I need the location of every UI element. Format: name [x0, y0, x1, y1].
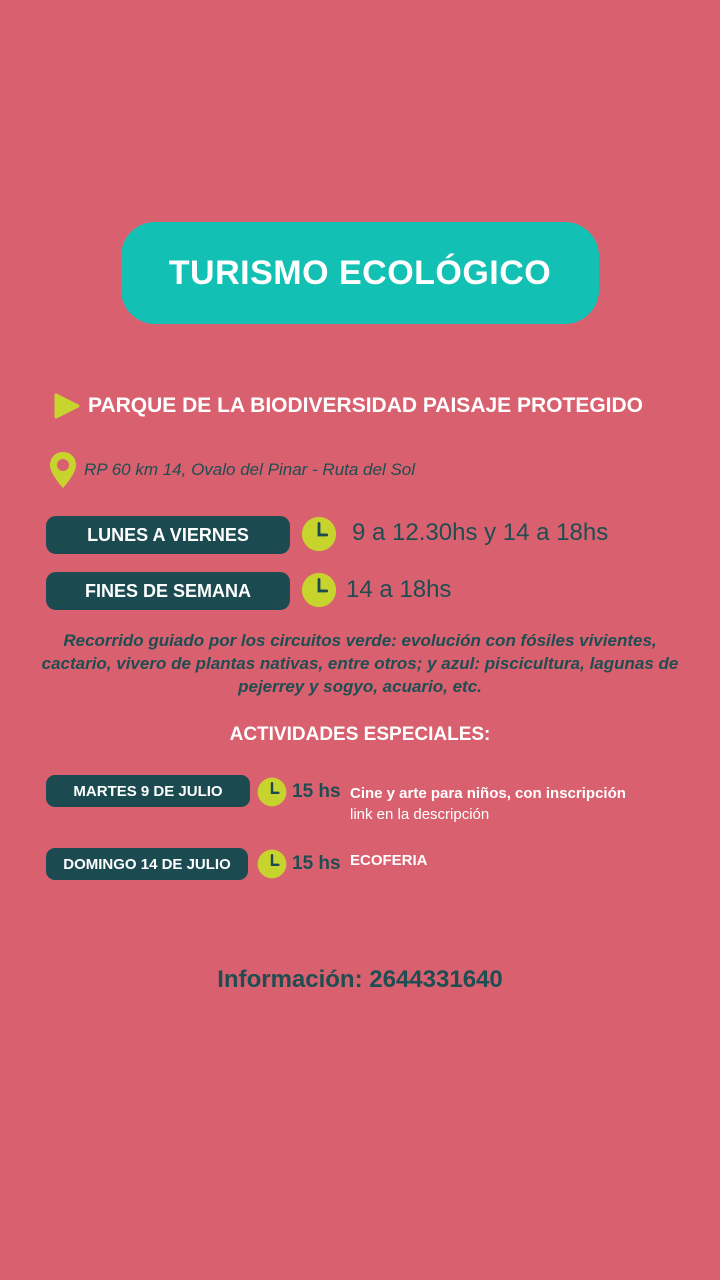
address-text: RP 60 km 14, Ovalo del Pinar - Ruta del Sol — [84, 460, 416, 479]
clock-icon — [300, 571, 338, 609]
location-pin-icon — [48, 450, 78, 490]
weekend-hours: 14 a 18hs — [346, 576, 452, 603]
activity-title-1: Cine y arte para niños, con inscripción — [350, 785, 626, 802]
activity-date-1: MARTES 9 DE JULIO — [46, 775, 250, 807]
clock-icon — [300, 515, 338, 553]
clock-icon — [256, 848, 288, 880]
park-name: PARQUE DE LA BIODIVERSIDAD PAISAJE PROTEGIDO — [88, 394, 644, 417]
activity-time-1: 15 hs — [292, 781, 341, 802]
play-arrow-icon — [50, 390, 82, 422]
clock-icon — [256, 776, 288, 808]
activity-date-2: DOMINGO 14 DE JULIO — [46, 848, 248, 880]
weekend-label: FINES DE SEMANA — [46, 572, 290, 610]
activity-note-1: link en la descripción — [350, 806, 490, 823]
activity-time-2: 15 hs — [292, 853, 341, 874]
contact-info: Información: 2644331640 — [217, 966, 503, 993]
tour-description: Recorrido guiado por los circuitos verde: evolución con fósiles vivientes, cactario, vivero de plantas nativas, entre otros; y azul: piscicultura, lagunas de pejerrey y sogyo, acuario, etc. — [41, 631, 679, 696]
weekday-label: LUNES A VIERNES — [46, 516, 290, 554]
park-heading — [50, 388, 643, 424]
activity-title-2: ECOFERIA — [350, 852, 428, 869]
title-banner — [121, 222, 599, 324]
special-activities-heading: ACTIVIDADES ESPECIALES: — [229, 724, 491, 745]
address-row — [48, 450, 415, 490]
page-title: TURISMO ECOLÓGICO — [168, 253, 552, 292]
weekday-hours: 9 a 12.30hs y 14 a 18hs — [352, 519, 609, 546]
